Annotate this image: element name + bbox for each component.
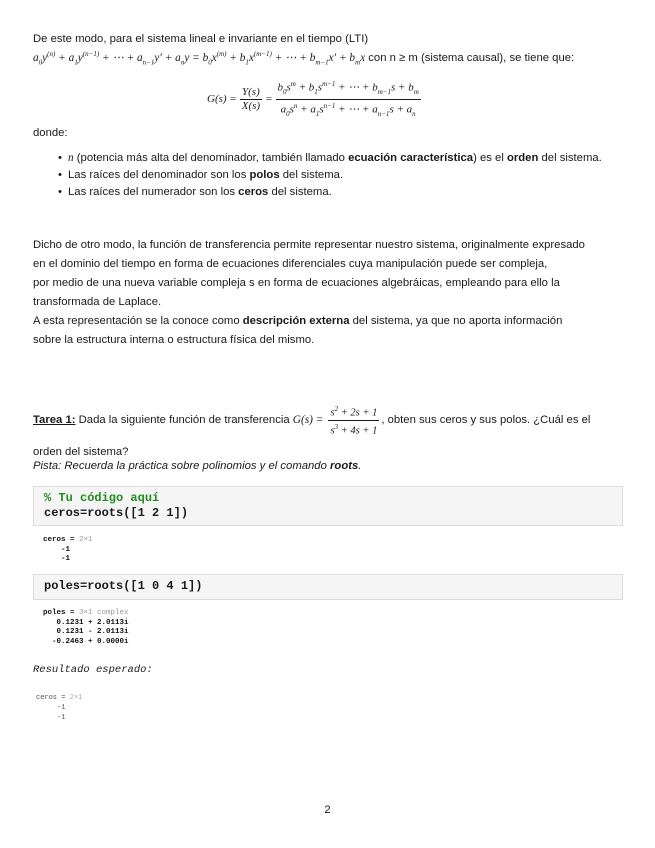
code-line: ceros=roots([1 2 1]): [44, 506, 189, 520]
ratio-denominator: X(s): [241, 99, 261, 112]
paragraph-external-description: A esta representación se la conoce como descripción externa del sistema, ya que no aporta información sobre la estructura interna o estructura física del mismo.: [33, 315, 563, 346]
output-poles: poles = 3×1 complex 0.1231 + 2.0113i 0.1231 - 2.0113i -0.2463 + 0.0000i: [43, 609, 129, 646]
list-item: • n (potencia más alta del denominador, también llamado ecuación característica) es el orden del sistema.: [58, 150, 618, 167]
paragraph-laplace: Dicho de otro modo, la función de transferencia permite representar nuestro sistema, originalmente expresado en el dominio del tiempo en forma de ecuaciones diferenciales cuya manipulación puede ser compleja, por medio de una nueva variable compleja s en forma de ecuaciones algebráicas, empleando para ello la transformada de Laplace.: [33, 239, 585, 308]
expected-output: ceros = 2×1 -1 -1: [36, 694, 83, 722]
intro-text: De este modo, para el sistema lineal e invariante en el tiempo (LTI): [33, 33, 369, 45]
task-transfer-function: $\frac{s^2 + 2s + 1}{s^3 + 4s + 1}$: [330, 405, 378, 436]
differential-equation: $a_0y^{(n)} + a_1y^{(n-1)}$ + ⋯ + $a_{n-1}y' + a_ny = b_0x^{(m)} + b_1x^{(m-1)}$ + ⋯ + $b_{m-1}x' + b_mx$ con n ≥ m (sistema causal), se tiene que:: [33, 50, 575, 67]
equation-tail: con n ≥ m (sistema causal), se tiene que:: [368, 51, 575, 64]
hint-text: Pista: Recuerda la práctica sobre polinomios y el comando roots.: [33, 460, 362, 472]
page-number: 2: [324, 804, 331, 816]
ratio-numerator: Y(s): [242, 85, 260, 98]
code-comment: % Tu código aquí: [44, 491, 160, 505]
transfer-lhs: G(s) =: [207, 93, 237, 106]
expected-result-heading: Resultado esperado:: [33, 664, 153, 676]
code-cell-2[interactable]: [33, 574, 623, 600]
list-item: • Las raíces del numerador son los ceros del sistema.: [58, 184, 618, 201]
donde-label: donde:: [33, 127, 68, 139]
code-cell-1[interactable]: [33, 486, 623, 526]
code-line: poles=roots([1 0 4 1]): [44, 579, 203, 593]
task-label: Tarea 1:: [33, 413, 76, 426]
output-ceros: ceros = 2×1 -1 -1: [43, 536, 93, 563]
list-item: • Las raíces del denominador son los polos del sistema.: [58, 167, 618, 184]
transfer-function-equation: G(s) = $\frac{Y(s)}{X(s)}$ = $\frac{b_0s^m + b_1s^{m-1} + \cdots + b_{m-1}s + b_m}{a_0s^n + a_1s^{n-1} + \cdots + a_{n-1}s + a_n}$: [207, 80, 419, 118]
definition-list: [58, 150, 618, 201]
task-1: Tarea 1: Dada la siguiente función de transferencia G(s) = $\frac{s^2 + 2s + 1}{s^3 + 4s + 1}$ , obten sus ceros y sus polos. ¿Cuál es el orden del sistema?: [33, 405, 591, 458]
